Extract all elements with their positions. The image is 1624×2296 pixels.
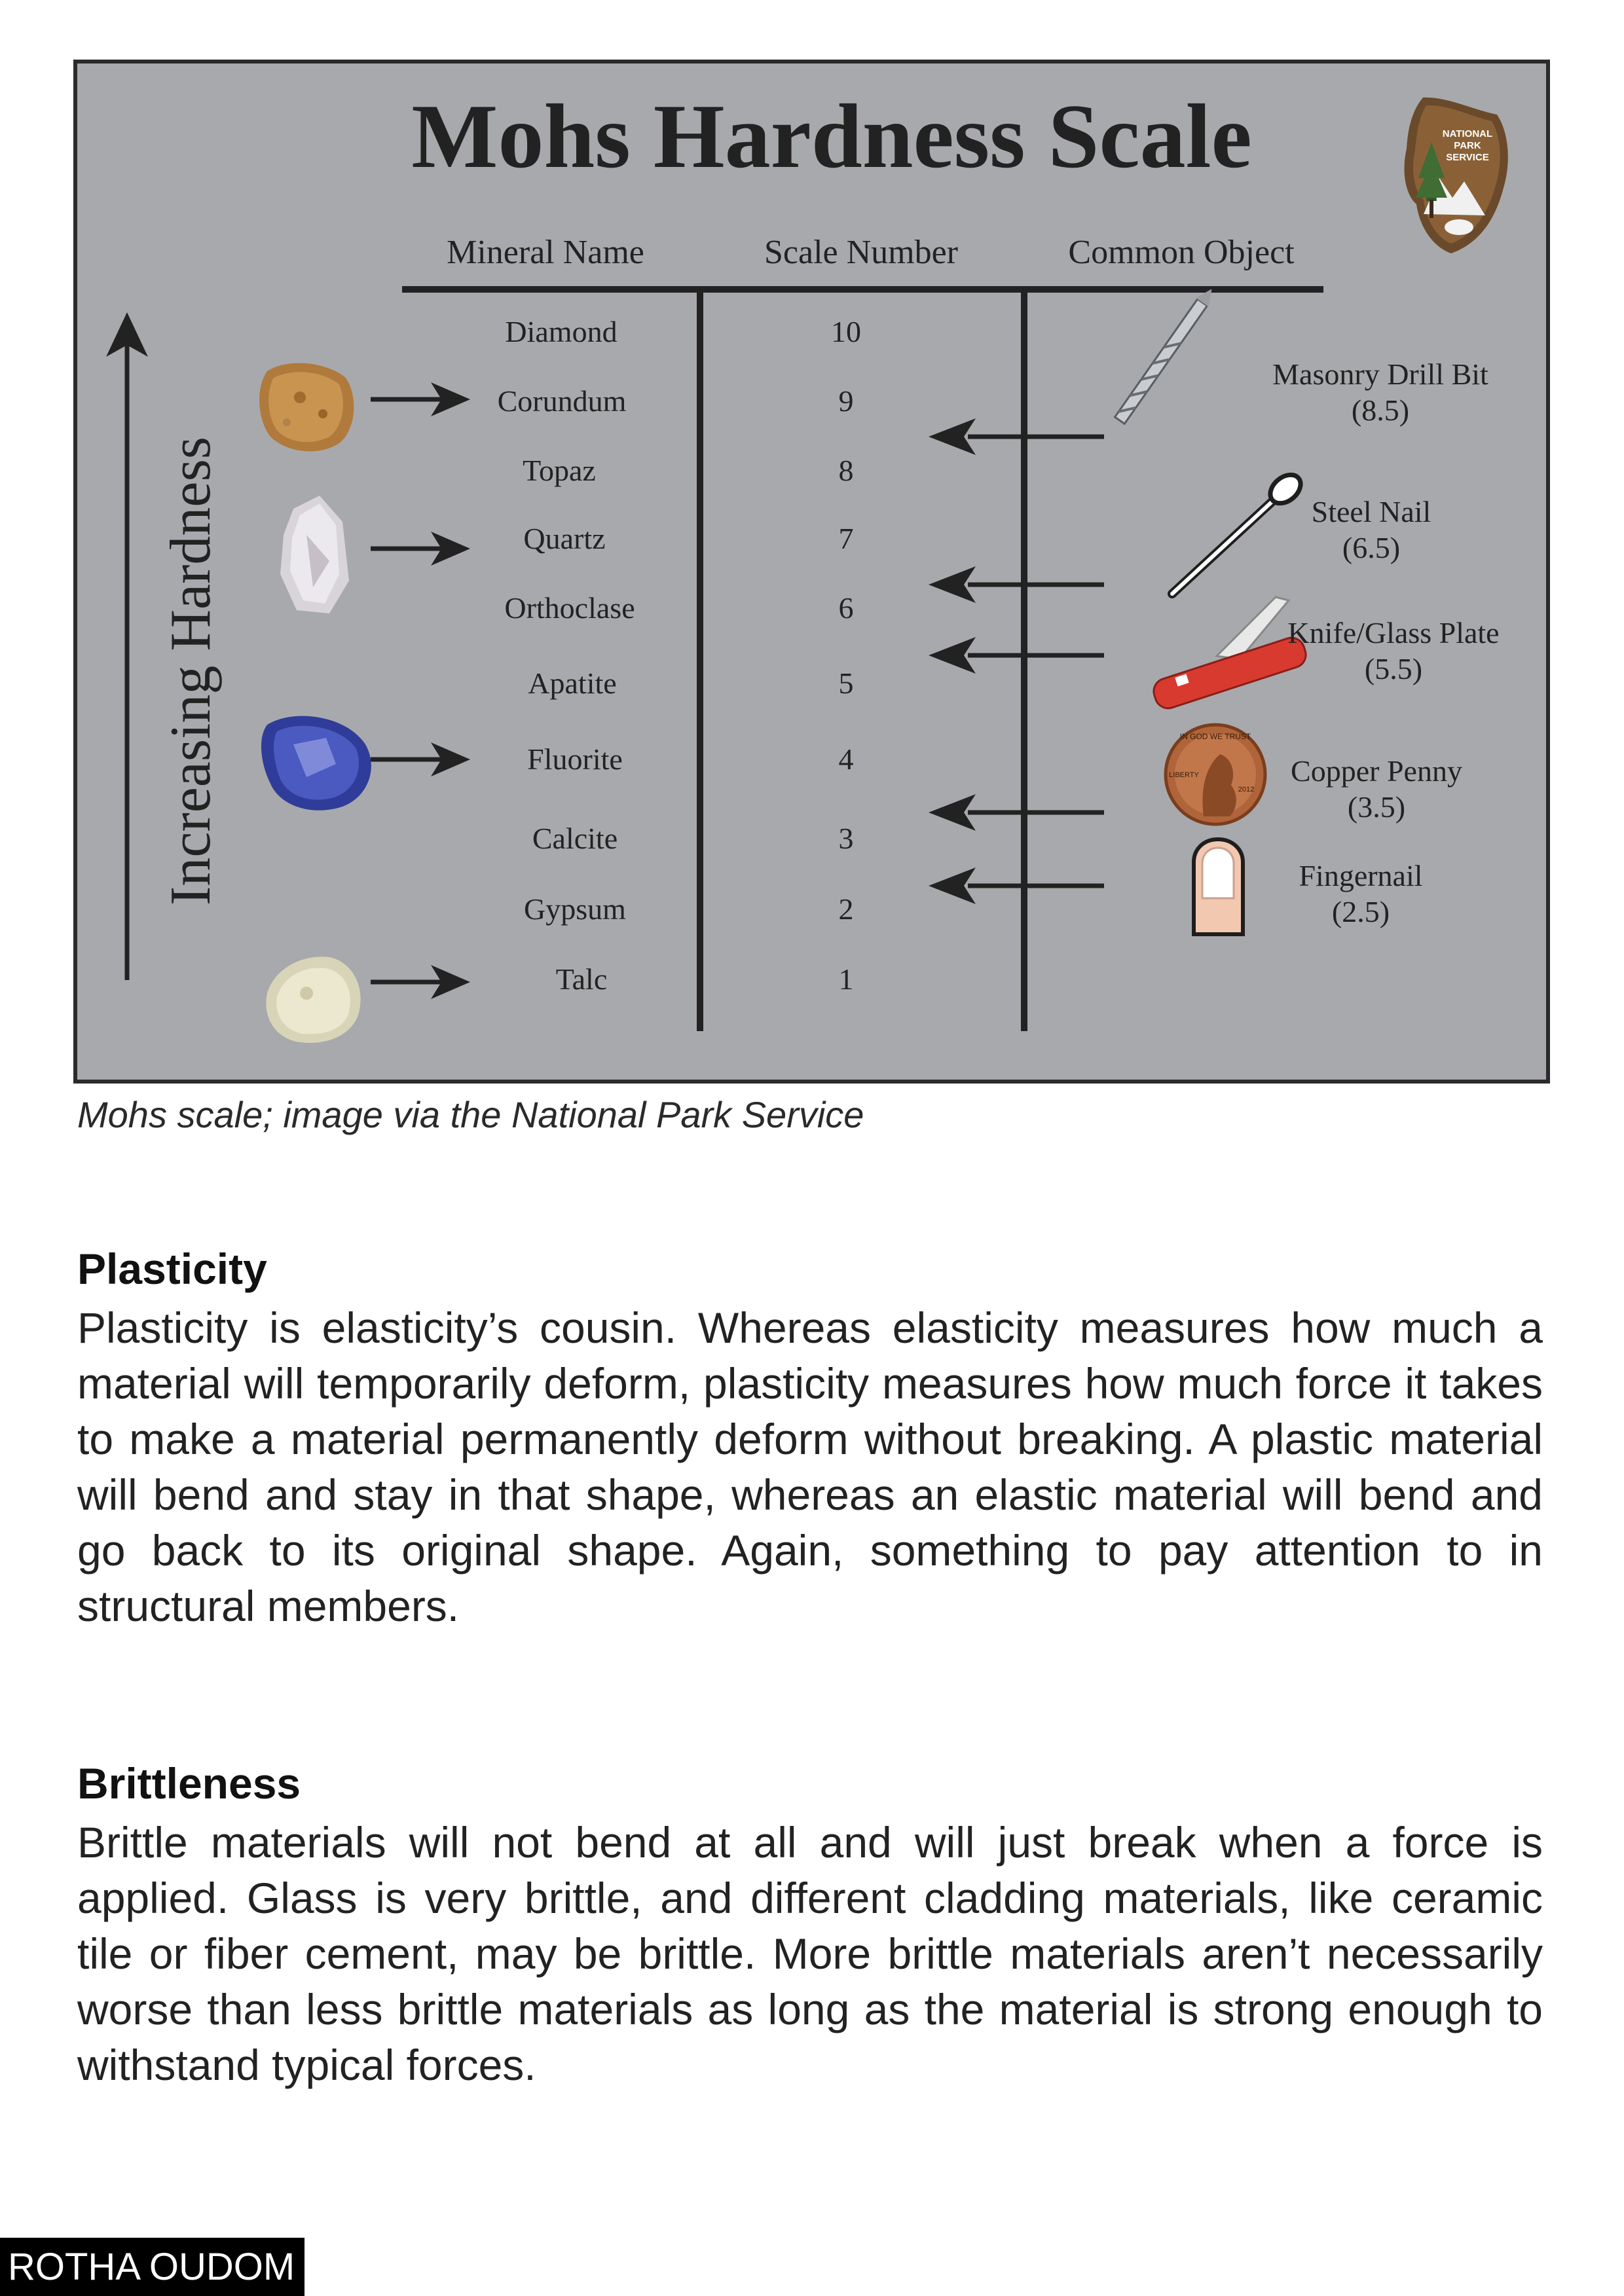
header-common-object: Common Object: [1068, 234, 1295, 271]
penny-text-liberty: LIBERTY: [1169, 771, 1199, 779]
mineral-name: Talc: [555, 962, 608, 996]
object-hardness-value: (5.5): [1364, 652, 1423, 685]
brittleness-heading: Brittleness: [77, 1759, 301, 1808]
brittleness-body: Brittle materials will not bend at all and will just break when a force is applied. Glass is very brittle, and different cladding materials, like ceramic tile or fiber cement, may be brittle. More brittle materials aren’t necessarily worse than less brittle materials as long as the material is strong enough to withstand typical forces.: [77, 1818, 1543, 2089]
quartz-sample-icon: [280, 496, 349, 613]
scale-number: 8: [838, 454, 854, 487]
nail-icon: [1172, 469, 1306, 594]
mohs-scale-figure: [73, 60, 1550, 1084]
mineral-name: Diamond: [505, 315, 618, 348]
scale-number: 5: [838, 666, 854, 700]
object-name: Knife/Glass Plate: [1287, 616, 1500, 649]
object-arrow: [929, 637, 1104, 674]
pocket-knife-icon: [1151, 597, 1309, 712]
object-name: Fingernail: [1299, 859, 1423, 892]
talc-sample-icon: [266, 957, 360, 1043]
object-arrow: [929, 418, 1104, 455]
mohs-scale-diagram: [77, 64, 1546, 1080]
mineral-name: Quartz: [523, 522, 606, 555]
object-hardness-value: (3.5): [1347, 790, 1406, 824]
drill-bit-icon: [1113, 285, 1218, 425]
penny-text-motto: IN GOD WE TRUST: [1179, 732, 1251, 741]
penny-icon: [1166, 725, 1265, 824]
object-name: Copper Penny: [1291, 754, 1462, 788]
mineral-name: Fluorite: [527, 742, 623, 776]
logo-text-national: NATIONAL: [1442, 128, 1493, 139]
scale-number: 9: [838, 384, 854, 418]
object-arrow: [929, 867, 1104, 904]
scale-number: 10: [831, 315, 861, 348]
figure-caption: Mohs scale; image via the National Park Service: [77, 1094, 864, 1135]
increasing-hardness-label: Increasing Hardness: [159, 437, 223, 905]
object-hardness-value: (2.5): [1331, 895, 1390, 928]
plasticity-body: Plasticity is elasticity’s cousin. Whereas elasticity measures how much a material will temporarily deform, plasticity measures how much force it takes to make a material permanently deform without breaking. A plastic material will bend and stay in that shape, whereas an elastic material will bend and go back to its original shape. Again, something to pay attention to in structural members.: [77, 1303, 1543, 1630]
object-hardness-value: (8.5): [1351, 393, 1410, 427]
mineral-arrow: [371, 965, 470, 999]
object-arrow: [929, 566, 1104, 603]
mineral-arrows: [371, 382, 470, 999]
scale-number: 2: [838, 892, 854, 926]
plasticity-heading: Plasticity: [77, 1245, 267, 1293]
mineral-name: Topaz: [523, 454, 596, 487]
author-badge: ROTHA OUDOM: [0, 2238, 304, 2296]
mineral-name: Calcite: [532, 822, 618, 855]
object-arrows: [929, 418, 1104, 904]
mineral-rows: [498, 315, 861, 996]
fingernail-icon: [1194, 839, 1243, 934]
mineral-name: Gypsum: [524, 892, 626, 926]
logo-text-park: PARK: [1454, 140, 1481, 151]
scale-number: 4: [838, 742, 854, 776]
object-labels: [1272, 357, 1499, 928]
header-mineral-name: Mineral Name: [447, 234, 644, 271]
logo-text-service: SERVICE: [1446, 152, 1489, 163]
penny-text-year: 2012: [1238, 786, 1255, 793]
mineral-arrow: [371, 742, 470, 776]
header-scale-number: Scale Number: [764, 234, 959, 271]
increasing-hardness-arrow: [106, 312, 148, 980]
scale-number: 1: [838, 962, 854, 996]
object-name: Masonry Drill Bit: [1272, 357, 1488, 391]
scale-number: 3: [838, 822, 854, 855]
mineral-arrow: [371, 382, 470, 416]
mineral-name: Orthoclase: [504, 591, 635, 625]
scale-number: 7: [838, 522, 854, 555]
scale-number: 6: [838, 591, 854, 625]
corundum-sample-icon: [259, 363, 354, 452]
object-hardness-value: (6.5): [1342, 531, 1401, 564]
object-arrow: [929, 794, 1104, 831]
mineral-name: Corundum: [497, 384, 627, 418]
object-name: Steel Nail: [1311, 495, 1431, 528]
figure-title: Mohs Hardness Scale: [411, 86, 1252, 187]
plasticity-section: [77, 1244, 1543, 1634]
fluorite-sample-icon: [261, 716, 371, 811]
mineral-name: Apatite: [528, 666, 617, 700]
national-park-service-logo: [1404, 98, 1507, 253]
mineral-arrow: [371, 532, 470, 566]
brittleness-section: [77, 1758, 1543, 2093]
